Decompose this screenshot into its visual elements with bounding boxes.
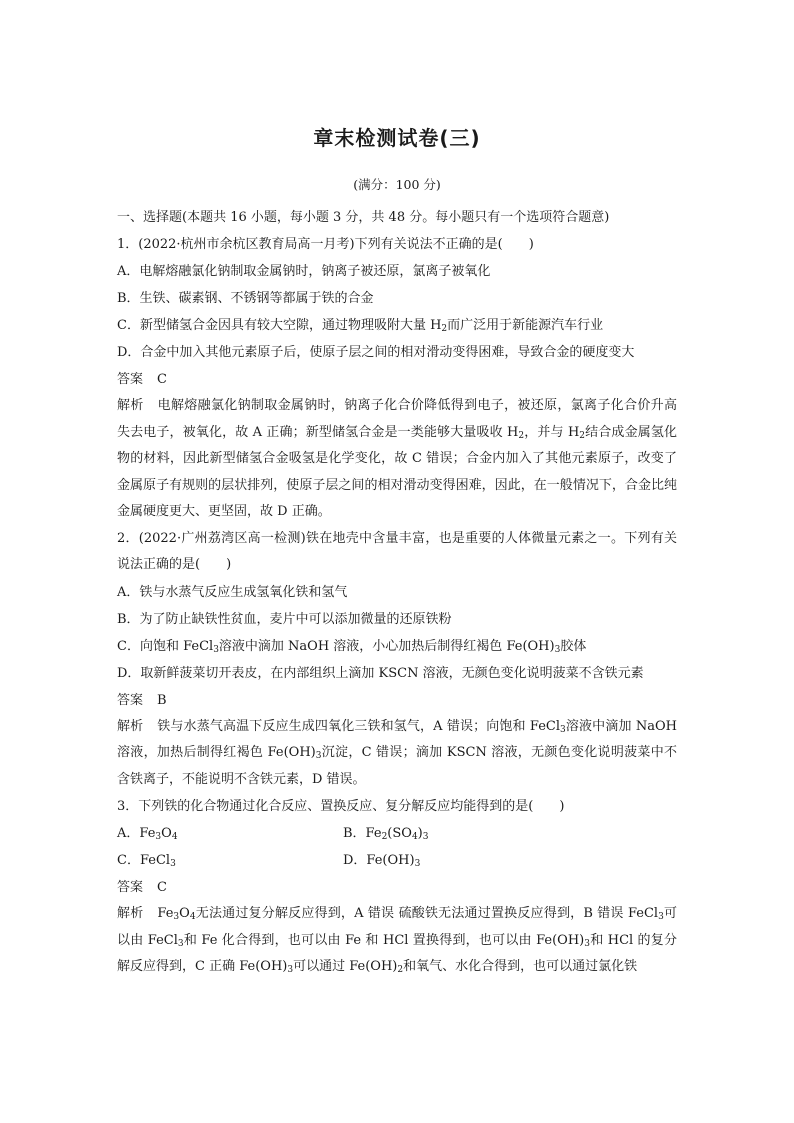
question-1-stem: 1．(2022·杭州市余杭区教育局高一月考)下列有关说法不正确的是( ) [117, 237, 534, 252]
page-title: 章末检测试卷(三) [313, 126, 481, 150]
question-2-option-d: D．取新鲜菠菜切开表皮，在内部组织上滴加 KSCN 溶液，无颜色变化说明菠菜不含铁元素 [117, 665, 644, 681]
question-3-option-a: A．$Fe_3O_4$ [117, 826, 178, 842]
question-1-option-d: D．合金中加入其他元素原子后，使原子层之间的相对滑动变得困难，导致合金的硬度变大 [117, 345, 635, 360]
score-note: (满分：100 分) [353, 177, 441, 192]
question-1-answer: 答案 C [117, 372, 167, 387]
question-1-option-c: C．新型储氢合金因具有较大空隙，通过物理吸附大量 $H_2$而广泛用于新能源汽车行业 [117, 318, 604, 334]
question-2-answer: 答案 B [117, 692, 167, 708]
question-3-option-b: B．$Fe_2(SO_4)_3$ [343, 826, 429, 842]
question-1-analysis: 解析 电解熔融氯化钠制取金属钠时，钠离子化合价降低得到电子，被还原，氯离子化合价升高失去电子，被氧化，故 A 正确；新型储氢合金是一类能够大量吸收 $H_2$，并与 $H_2$结合成金属氢化物的材料，因此新型储氢合金吸氢是化学变化，故 C 错误；合金内加入了其他元素原子，改变了金属原子有规则的层状排列，使原子层之间的相对滑动变得困难，因此，在一般情况下，合金比纯金属硬度更大、更坚固，故 D 正确。 [117, 398, 677, 519]
question-2-option-c: C．向饱和 FeCl$_3$溶液中滴加 NaOH 溶液，小心加热后制得红褐色 $Fe(OH)_3$胶体 [117, 638, 587, 655]
question-1-option-a: A．电解熔融氯化钠制取金属钠时，钠离子被还原，氯离子被氧化 [117, 264, 491, 279]
question-3-option-d: D．$Fe(OH)_3$ [343, 853, 421, 869]
question-3-options-row-1 [117, 820, 677, 847]
question-2-analysis: 解析 铁与水蒸气高温下反应生成四氧化三铁和氢气，A 错误；向饱和 FeCl$_3$溶液中滴加 NaOH 溶液，加热后制得红褐色 $Fe(OH)_3$沉淀，C 错误；滴加 KSCN 溶液，无颜色变化说明菠菜中不含铁离子，不能说明不含铁元素，D 错误。 [117, 718, 677, 787]
question-3-options-row-2 [117, 847, 677, 874]
question-2-option-a: A．铁与水蒸气反应生成氢氧化铁和氢气 [117, 584, 348, 600]
question-3-analysis: 解析 $Fe_3O_4$无法通过复分解反应得到，A 错误 硫酸铁无法通过置换反应得到，B 错误 FeCl$_3$可以由 FeCl$_3$和 Fe 化合得到，也可以由 Fe 和 HCl 置换得到，也可以由 $Fe(OH)_3$和 HCl 的复分解反应得到，C 正确 $Fe(OH)_3$可以通过 $Fe(OH)_2$和氧气、水化合得到，也可以通过氯化铁 [117, 906, 677, 975]
question-1-option-b: B．生铁、碳素钢、不锈钢等都属于铁的合金 [117, 291, 374, 306]
question-2-stem: 2．(2022·广州荔湾区高一检测)铁在地壳中含量丰富，也是重要的人体微量元素之一。下列有关说法正确的是( ) [117, 530, 677, 572]
question-2-option-b: B．为了防止缺铁性贫血，麦片中可以添加微量的还原铁粉 [117, 611, 452, 627]
question-3-answer: 答案 C [117, 880, 167, 895]
question-3-stem: 3．下列铁的化合物通过化合反应、置换反应、复分解反应均能得到的是( ) [117, 799, 565, 814]
section-heading: 一、选择题(本题共 16 小题，每小题 3 分，共 48 分。每小题只有一个选项符合题意) [117, 210, 610, 225]
question-3-option-c: C．FeCl$_3$ [117, 853, 176, 869]
